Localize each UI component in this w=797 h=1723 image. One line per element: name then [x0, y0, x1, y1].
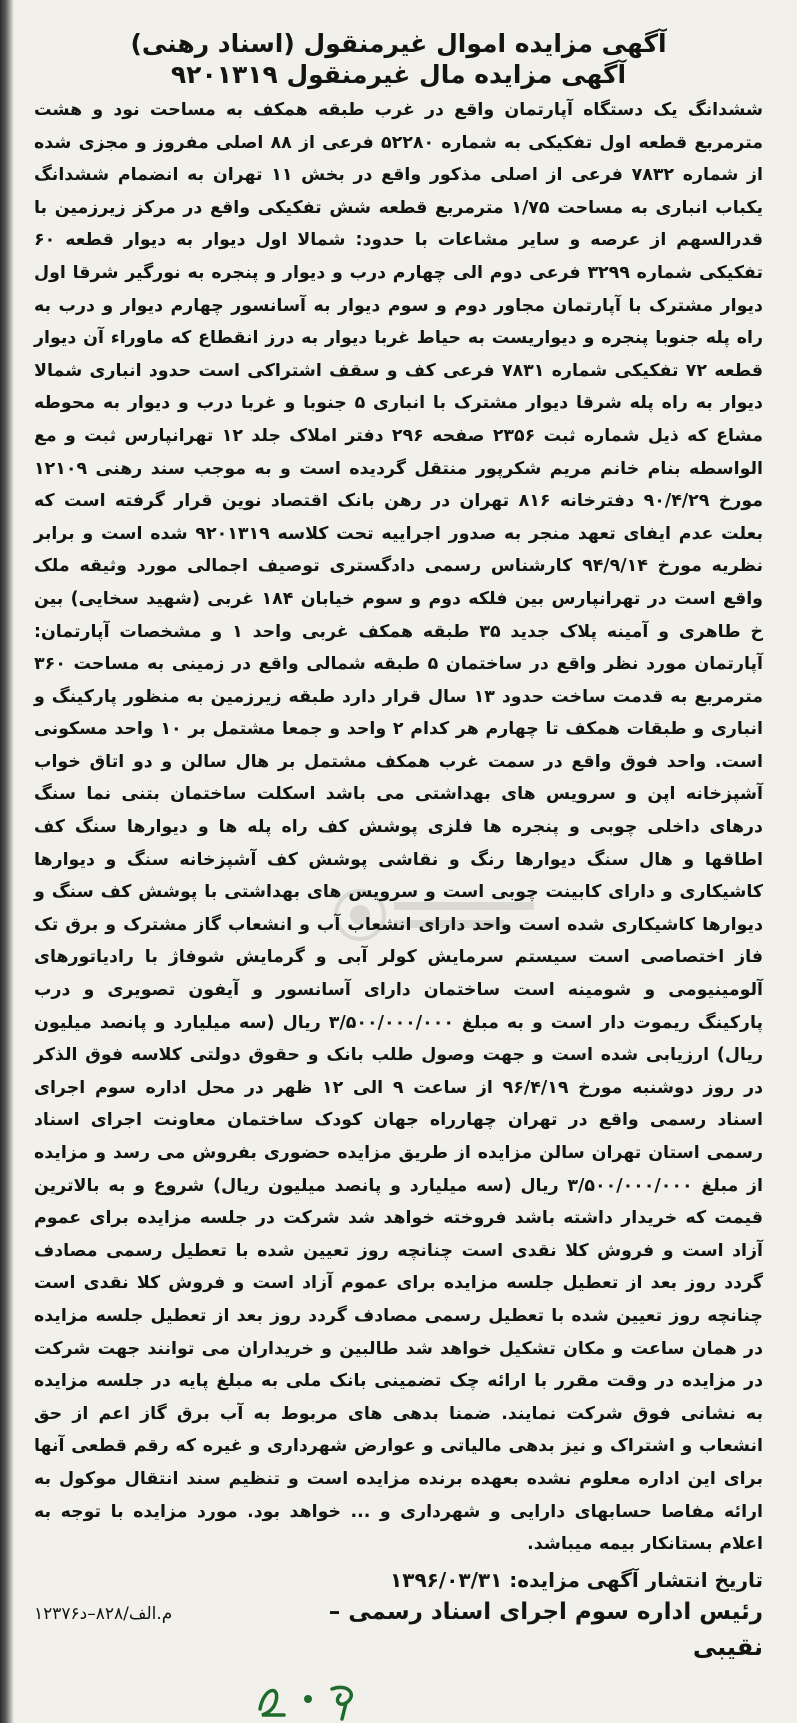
reference-code: ۱۲۳۷۶م.الف/۸۲۸–د [34, 1603, 173, 1624]
signatory-name: نقیبی [692, 1632, 763, 1661]
signatory-title: رئیس اداره سوم اجرای اسناد رسمی – [328, 1598, 763, 1625]
publication-date: تاریخ انتشار آگهی مزایده: ۱۳۹۶/۰۳/۳۱ [390, 1567, 763, 1592]
scan-edge [0, 0, 14, 1723]
notice-footer [34, 1565, 763, 1663]
notice-header [34, 28, 763, 90]
notice-title: آگهی مزایده اموال غیرمنقول (اسناد رهنی) [130, 29, 667, 58]
handwritten-number [250, 1675, 370, 1721]
notice-subtitle: آگهی مزایده مال غیرمنقول ۹۲۰۱۳۱۹ [170, 60, 627, 89]
signature-row [34, 1595, 763, 1631]
notice-body: ششدانگ یک دستگاه آپارتمان واقع در غرب طبقه همکف به مساحت نود و هشت مترمربع قطعه اول تفکیکی به شماره ۵۲۲۸۰ فرعی از ۸۸ اصلی مفروز و مجزی شده از شماره ۷۸۳۲ فرعی از اصلی مذکور واقع در بخش ۱۱ تهران به انضمام ششدانگ یکباب انباری به مساحت ۱/۷۵ مترمربع قطعه شش تفکیکی واقع در مرکز زیرزمین با قدرالسهم از عرصه و سایر مشاعات با حدود: شمالا اول دیوار به دیوار قطعه ۶۰ تفکیکی شماره ۳۲۹۹ فرعی دوم الی چهارم درب و دیوار و پنجره به نورگیر شرقا اول دیوار مشترک با آپارتمان مجاور دوم و سوم دیوار به آسانسور چهارم دیوار و درب به راه پله جنوبا پنجره و دیواریست به حیاط غربا دیوار به درز انقطاع که ماوراء آن دیوار قطعه ۷۲ تفکیکی شماره ۷۸۳۱ فرعی کف و سقف اشتراکی است حدود انباری شمالا دیوار به راه پله شرقا دیوار مشترک با انباری ۵ جنوبا و غربا درب و دیوار به محوطه مشاع که ذیل شماره ثبت ۲۳۵۶ صفحه ۲۹۶ دفتر املاک جلد ۱۲ تهرانپارس ثبت و مع الواسطه بنام خانم مریم شکرپور منتقل گردیده است و به موجب سند رهنی ۱۲۱۰۹ مورخ ۹۰/۴/۲۹ دفترخانه ۸۱۶ تهران در رهن بانک اقتصاد نوین قرار گرفته است که بعلت عدم ایفای تعهد منجر به صدور اجراییه تحت کلاسه ۹۲۰۱۳۱۹ شده است و برابر نظریه مورخ ۹۴/۹/۱۴ کارشناس رسمی دادگستری توصیف اجمالی مورد وثیقه ملک واقع است در تهرانپارس بین فلکه دوم و سوم خیابان ۱۸۴ غربی (شهید سخایی) بین خ طاهری و آمینه پلاک جدید ۳۵ طبقه همکف غربی واحد ۱ و مشخصات آپارتمان: آپارتمان مورد نظر واقع در ساختمان ۵ طبقه شمالی واقع در زمینی به مساحت ۳۶۰ مترمربع به قدمت ساخت حدود ۱۳ سال قرار دارد طبقه زیرزمین به منظور پارکینگ و انباری و طبقات همکف تا چهارم هر کدام ۲ واحد و جمعا مشتمل بر ۱۰ واحد مسکونی است. واحد فوق واقع در سمت غرب همکف مشتمل بر هال سالن و دو اتاق خواب آشپزخانه اپن و سرویس های بهداشتی می باشد اسکلت ساختمان بتنی نما سنگ درهای داخلی چوبی و پنجره ها فلزی پوشش کف راه پله ها و دیوارها سنگ کف اطاقها و هال سنگ دیوارها رنگ و نقاشی پوشش کف آشپزخانه سنگ و دیوارها کاشیکاری و دارای کابینت چوبی است و سرویس های بهداشتی با پوشش کف سنگ و دیوارها کاشیکاری شده است واحد دارای انشعاب آب و انشعاب گاز مشترک و برق تک فاز اختصاصی است سیستم سرمایش کولر آبی و گرمایش شوفاژ با رادیاتورهای آلومینیومی و شومینه است ساختمان دارای آسانسور و آیفون تصویری و درب پارکینگ ریموت دار است و به مبلغ ۳/۵۰۰/۰۰۰/۰۰۰ ریال (سه میلیارد و پانصد میلیون ریال) ارزیابی شده است و جهت وصول طلب بانک و حقوق دولتی کلاسه فوق الذکر در روز دوشنبه مورخ ۹۶/۴/۱۹ از ساعت ۹ الی ۱۲ ظهر در محل اداره سوم اجرای اسناد رسمی واقع در تهران چهارراه جهان کودک ساختمان معاونت اجرای اسناد رسمی استان تهران سالن مزایده از طریق مزایده حضوری بفروش می رسد و مزایده از مبلغ ۳/۵۰۰/۰۰۰/۰۰۰ ریال (سه میلیارد و پانصد میلیون ریال) شروع و به بالاترین قیمت که خریدار داشته باشد فروخته خواهد شد شرکت در جلسه مزایده برای عموم آزاد است و فروش کلا نقدی است چنانچه روز تعیین شده با تعطیل رسمی مصادف گردد روز بعد از تعطیل جلسه مزایده برای عموم آزاد است و فروش کلا نقدی است چنانچه روز تعیین شده با تعطیل رسمی مصادف گردد روز بعد از تعطیل جلسه مزایده در همان ساعت و مکان تشکیل خواهد شد طالبین و خریداران می توانند جهت شرکت در مزایده در وقت مقرر با ارائه چک تضمینی بانک ملی به مبلغ پایه در جلسه مزایده به نشانی فوق شرکت نمایند. ضمنا بدهی های مربوط به آب برق گاز اعم از حق انشعاب و اشتراک و نیز بدهی مالیاتی و عوارض شهرداری و غیره که رقم قطعی آنها برای این اداره معلوم نشده بعهده برنده مزایده است و تنظیم سند انتقال موکول به ارائه مفاصا حسابهای دارایی و شهرداری و ... خواهد بود. مورد مزایده با توجه به اعلام بستانکار بیمه میباشد. [34, 100, 764, 1555]
